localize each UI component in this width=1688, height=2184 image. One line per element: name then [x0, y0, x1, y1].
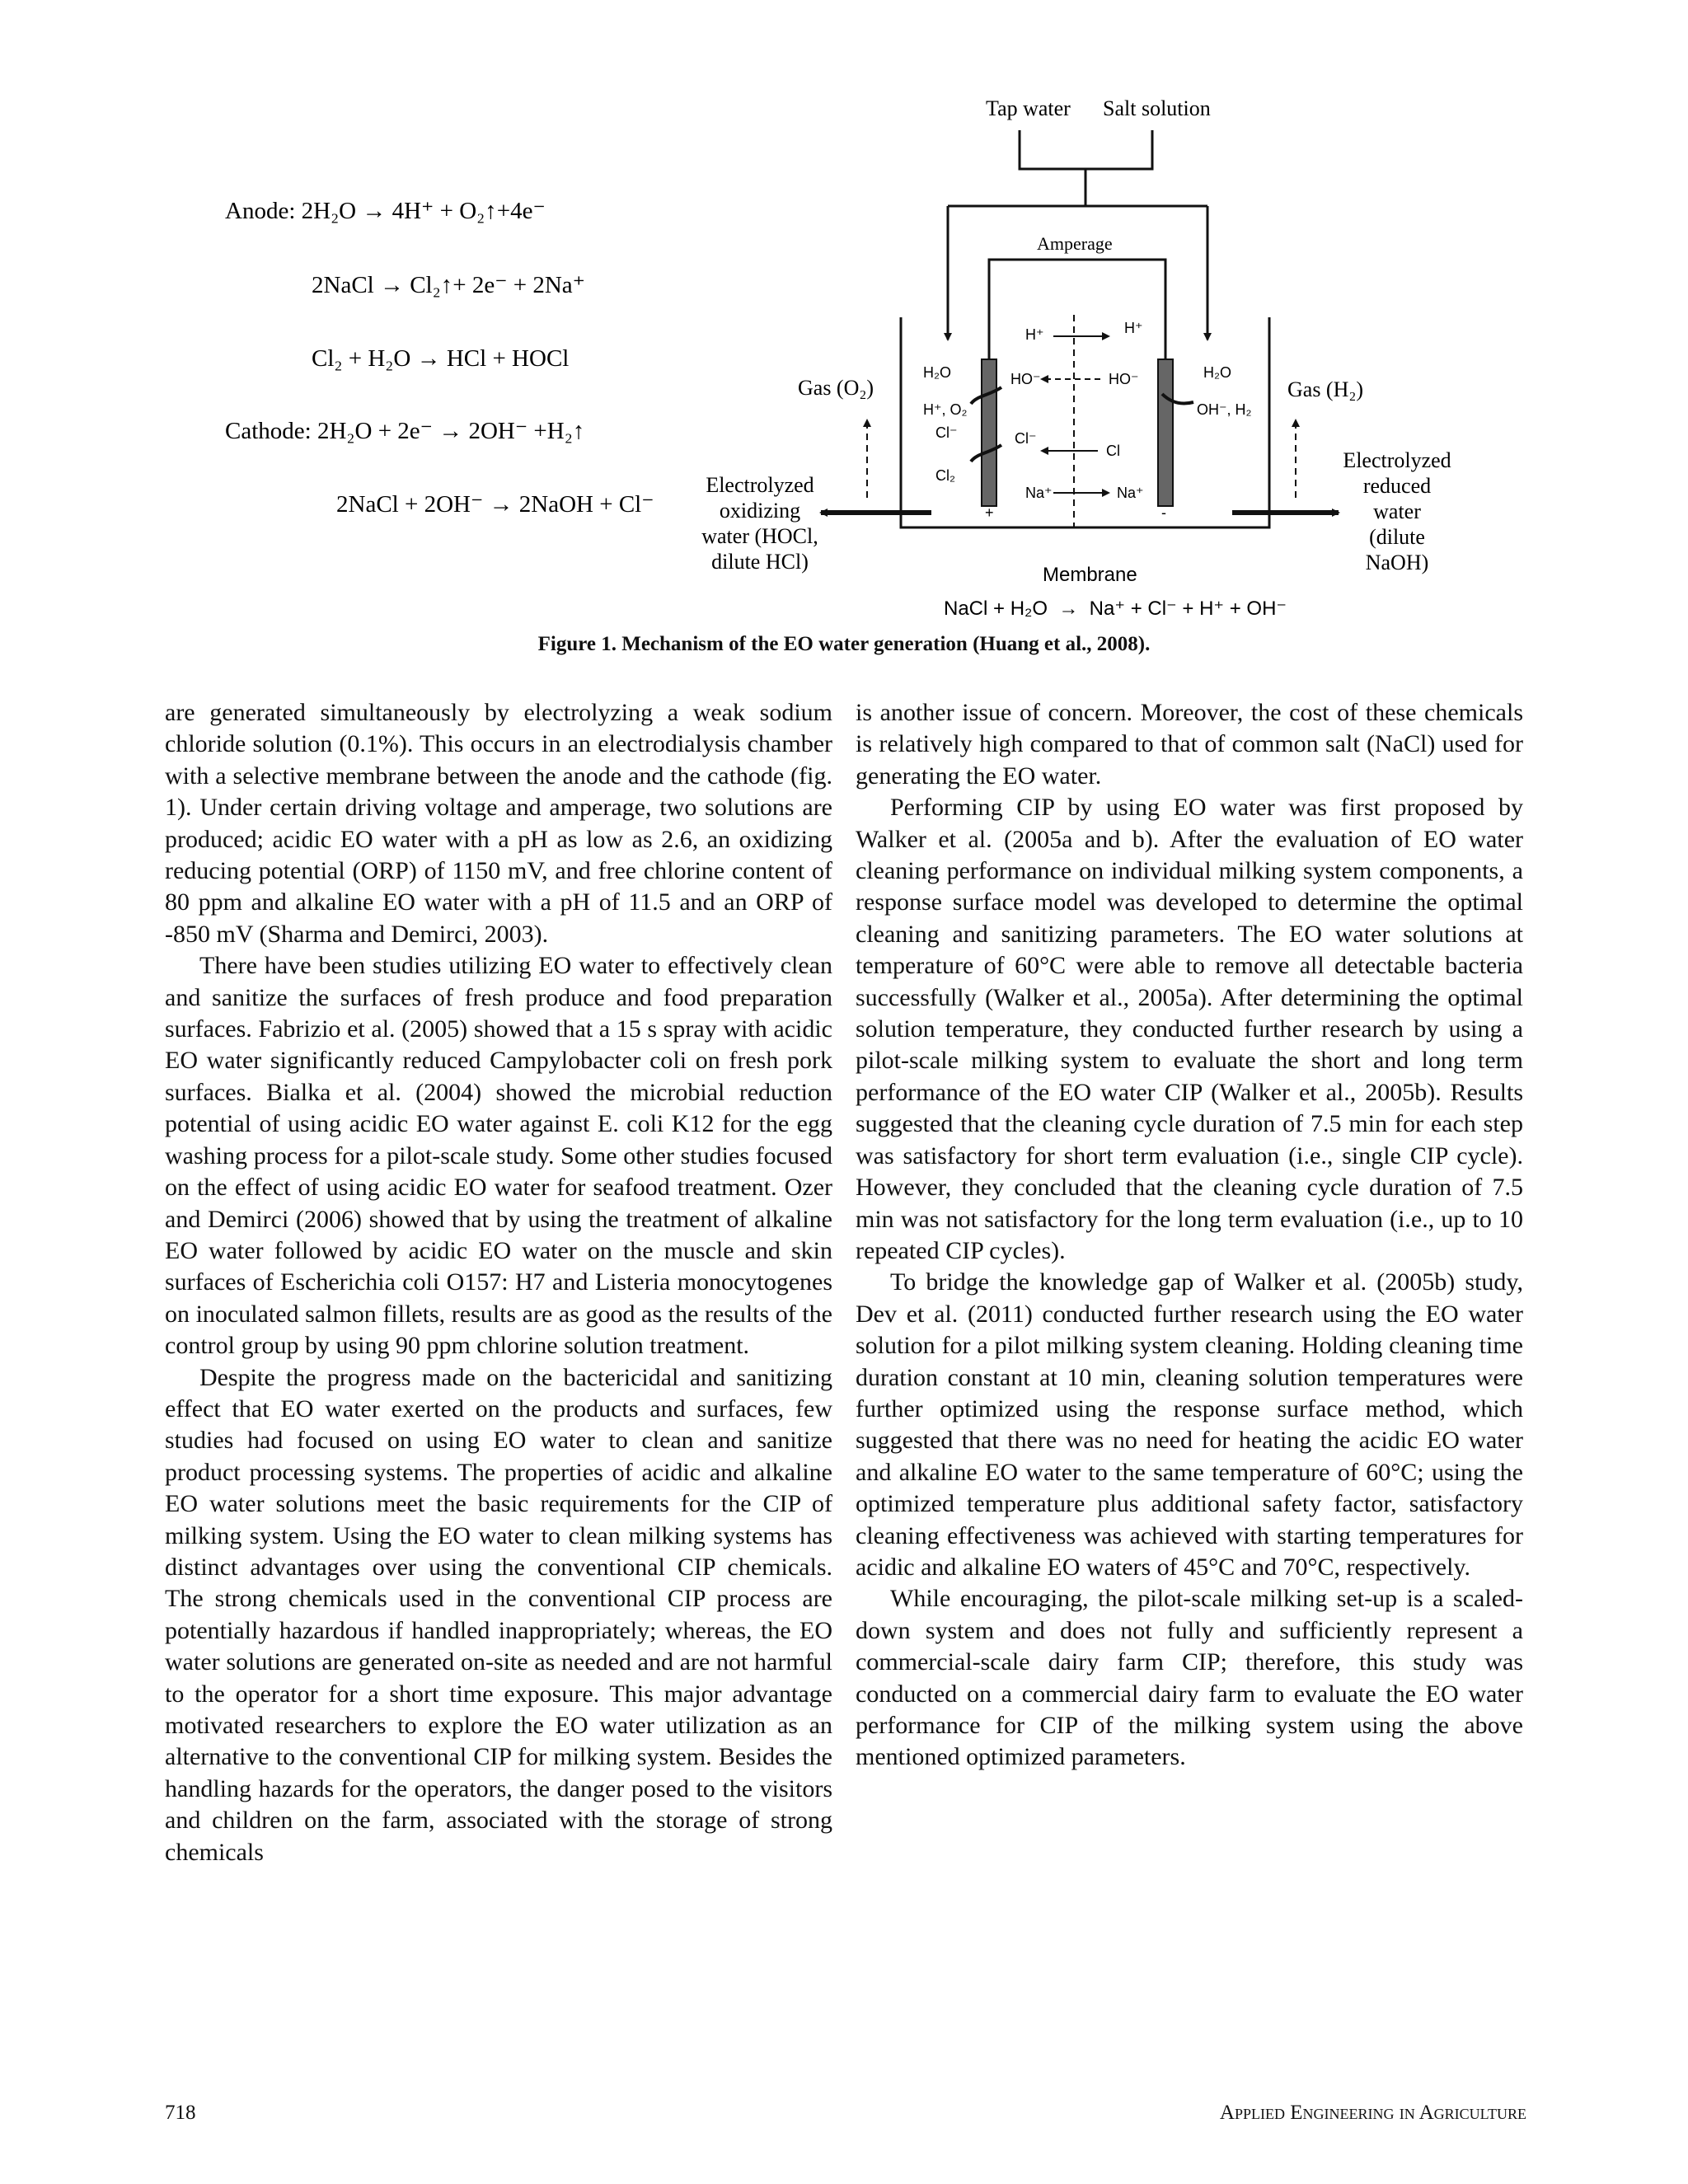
reduced-water-line-5: NaOH): [1365, 551, 1429, 574]
gas-h2-label: Gas (H₂): [1287, 377, 1364, 401]
electrolysis-cell: [901, 317, 1269, 527]
salt-solution-label: Salt solution: [1103, 96, 1211, 120]
cathode-electrode: [1158, 359, 1173, 506]
journal-title: Applied Engineering in Agriculture: [1219, 2102, 1526, 2124]
body-column-right: [856, 697, 1523, 1774]
gas-o2-label: Gas (O₂): [798, 376, 874, 400]
feed-bracket: [948, 130, 1207, 206]
amperage-label: Amperage: [1037, 233, 1113, 254]
reaction-label: NaCl + H₂O → Na⁺ + Cl⁻ + H⁺ + OH⁻: [944, 598, 1287, 620]
inner-ion-ho-left: HO⁻: [1010, 371, 1041, 387]
reduced-water-line-2: reduced: [1362, 474, 1432, 498]
paragraph: Performing CIP by using EO water was first proposed by Walker et al. (2005a and b). After the evaluation of EO water cleaning performance on individual milking system components, a response surface model was developed to determine the optimal cleaning and sanitizing parameters. The EO water solutions at temperature of 60°C were able to remove all detectable bacteria successfully (Walker et al., 2005a). After determining the optimal solution temperature, they conducted further research by using a pilot-scale milking system to evaluate the short and long term performance of the EO water CIP (Walker et al., 2005b). Results suggested that the cleaning cycle duration of 7.5 min for each step was satisfactory for short term evaluation (i.e., single CIP cycle). However, they concluded that the cleaning cycle duration of 7.5 min was not satisfactory for the long term evaluation (i.e., up to 10 repeated CIP cycles).: [856, 794, 1523, 1264]
paragraph: is another issue of concern. Moreover, the cost of these chemicals is relatively high compared to that of common salt (NaCl) used for generating the EO water.: [856, 699, 1523, 790]
anode-sign: +: [985, 504, 994, 521]
paragraph: Despite the progress made on the bactericidal and sanitizing effect that EO water exerted on the products and surfaces, few studies had focused on using EO water to clean and sanitize product processing systems. The properties of acidic and alkaline EO water solutions meet the basic requirements for the CIP of milking system. Using the EO water to clean milking systems has distinct advantages over using the conventional CIP chemicals. The strong chemicals used in the conventional CIP process are potentially hazardous if handled inappropriately; whereas, the EO water solutions are generated on-site as needed and are not harmful to the operator for a short time exposure. This major advantage motivated researchers to explore the EO water utilization as an alternative to the conventional CIP for milking system. Besides the handling hazards for the operators, the danger posed to the visitors and children on the farm, associated with the storage of strong chemicals: [165, 1363, 832, 1866]
page-number: 718: [165, 2102, 196, 2124]
paragraph: are generated simultaneously by electrolyzing a weak sodium chloride solution (0.1%). This occurs in an electrodialysis chamber with a selective membrane between the anode and the cathode (fig. 1). Under certain driving voltage and amperage, two solutions are produced; acidic EO water with a pH as low as 2.6, an oxidizing reducing potential (ORP) of 1150 mV, and free chlorine content of 80 ppm and alkaline EO water with a pH of 11.5 and an ORP of -850 mV (Sharma and Demirci, 2003).: [165, 699, 832, 948]
paragraph: To bridge the knowledge gap of Walker et al. (2005b) study, Dev et al. (2011) conducted further research using the EO water solution for a pilot milking system cleaning. Holding cleaning time duration constant at 10 min, cleaning solution temperatures were further optimized using the response surface method, which suggested that there was no need for heating the acidic EO water and alkaline EO water to the same temperature of 60°C; using the optimized temperature plus additional safety factor, satisfactory cleaning effectiveness was achieved with starting temperatures for acidic and alkaline EO waters of 45°C and 70°C, respectively.: [856, 1268, 1523, 1581]
equation-naoh: 2NaCl + 2OH⁻ → 2NaOH + Cl⁻: [336, 491, 654, 518]
inner-ion-cl-left: Cl⁻: [1015, 430, 1037, 447]
reduced-water-line-3: water: [1373, 499, 1421, 523]
cathode-ion-h2o: H₂O: [1203, 364, 1231, 381]
inner-ion-h-right: H⁺: [1124, 320, 1143, 336]
anode-ion-cl: Cl⁻: [935, 424, 958, 441]
anode-ion-h-o2: H⁺, O₂: [923, 401, 968, 418]
oxidizing-water-line-2: oxidizing: [719, 499, 801, 523]
equation-cathode: Cathode: 2H₂O + 2e⁻ → 2OH⁻ +H₂↑: [225, 418, 585, 444]
oxidizing-water-line-3: water (HOCl,: [701, 524, 818, 548]
anode-ion-h2o: H₂O: [923, 364, 951, 381]
inner-ion-na-right: Na⁺: [1117, 485, 1144, 501]
cathode-sign: -: [1161, 504, 1166, 521]
equation-cl2-h2o: Cl₂ + H₂O → HCl + HOCl: [312, 345, 570, 372]
equation-nacl-cl2: 2NaCl → Cl₂↑+ 2e⁻ + 2Na⁺: [312, 272, 585, 298]
anode-ion-cl2: Cl₂: [935, 467, 955, 484]
membrane-label: Membrane: [1043, 564, 1137, 586]
body-column-left: [165, 697, 832, 1868]
inner-ion-na-left: Na⁺: [1025, 485, 1053, 501]
paragraph: There have been studies utilizing EO water to effectively clean and sanitize the surfaces of fresh produce and food preparation surfaces. Fabrizio et al. (2005) showed that a 15 s spray with acidic EO water significantly reduced Campylobacter coli on fresh pork surfaces. Bialka et al. (2004) showed the microbial reduction potential of using acidic EO water against E. coli K12 for the egg washing process for a pilot-scale study. Some other studies focused on the effect of using acidic EO water for seafood treatment. Ozer and Demirci (2006) showed that by using the treatment of alkaline EO water followed by acidic EO water on the muscle and skin surfaces of Escherichia coli O157: H7 and Listeria monocytogenes on inoculated salmon fillets, results are as good as the results of the control group by using 90 ppm chlorine solution treatment.: [165, 952, 832, 1360]
reduced-water-line-4: (dilute: [1369, 525, 1425, 549]
oxidizing-water-line-1: Electrolyzed: [706, 473, 814, 497]
anode-electrode: [982, 359, 996, 506]
inner-ion-h-left: H⁺: [1025, 326, 1044, 343]
reduced-water-line-1: Electrolyzed: [1343, 448, 1451, 472]
figure-caption: Figure 1. Mechanism of the EO water generation (Huang et al., 2008).: [537, 633, 1151, 655]
figure-1-diagram: [0, 0, 1688, 659]
tap-water-label: Tap water: [986, 96, 1071, 120]
inner-ion-ho-right: HO⁻: [1109, 371, 1139, 387]
oxidizing-water-line-4: dilute HCl): [711, 550, 809, 574]
amperage-circuit: [989, 260, 1165, 359]
cathode-ion-oh-h2: OH⁻, H₂: [1197, 401, 1252, 418]
inner-ion-cl-right: Cl: [1106, 443, 1120, 459]
equation-anode: Anode: 2H₂O → 4H⁺ + O₂↑+4e⁻: [225, 198, 546, 224]
paragraph: While encouraging, the pilot-scale milking set-up is a scaled-down system and does not fully and sufficiently represent a commercial-scale dairy farm CIP; therefore, this study was conducted on a commercial dairy farm to evaluate the EO water performance for CIP of the milking system using the above mentioned optimized parameters.: [856, 1585, 1523, 1771]
